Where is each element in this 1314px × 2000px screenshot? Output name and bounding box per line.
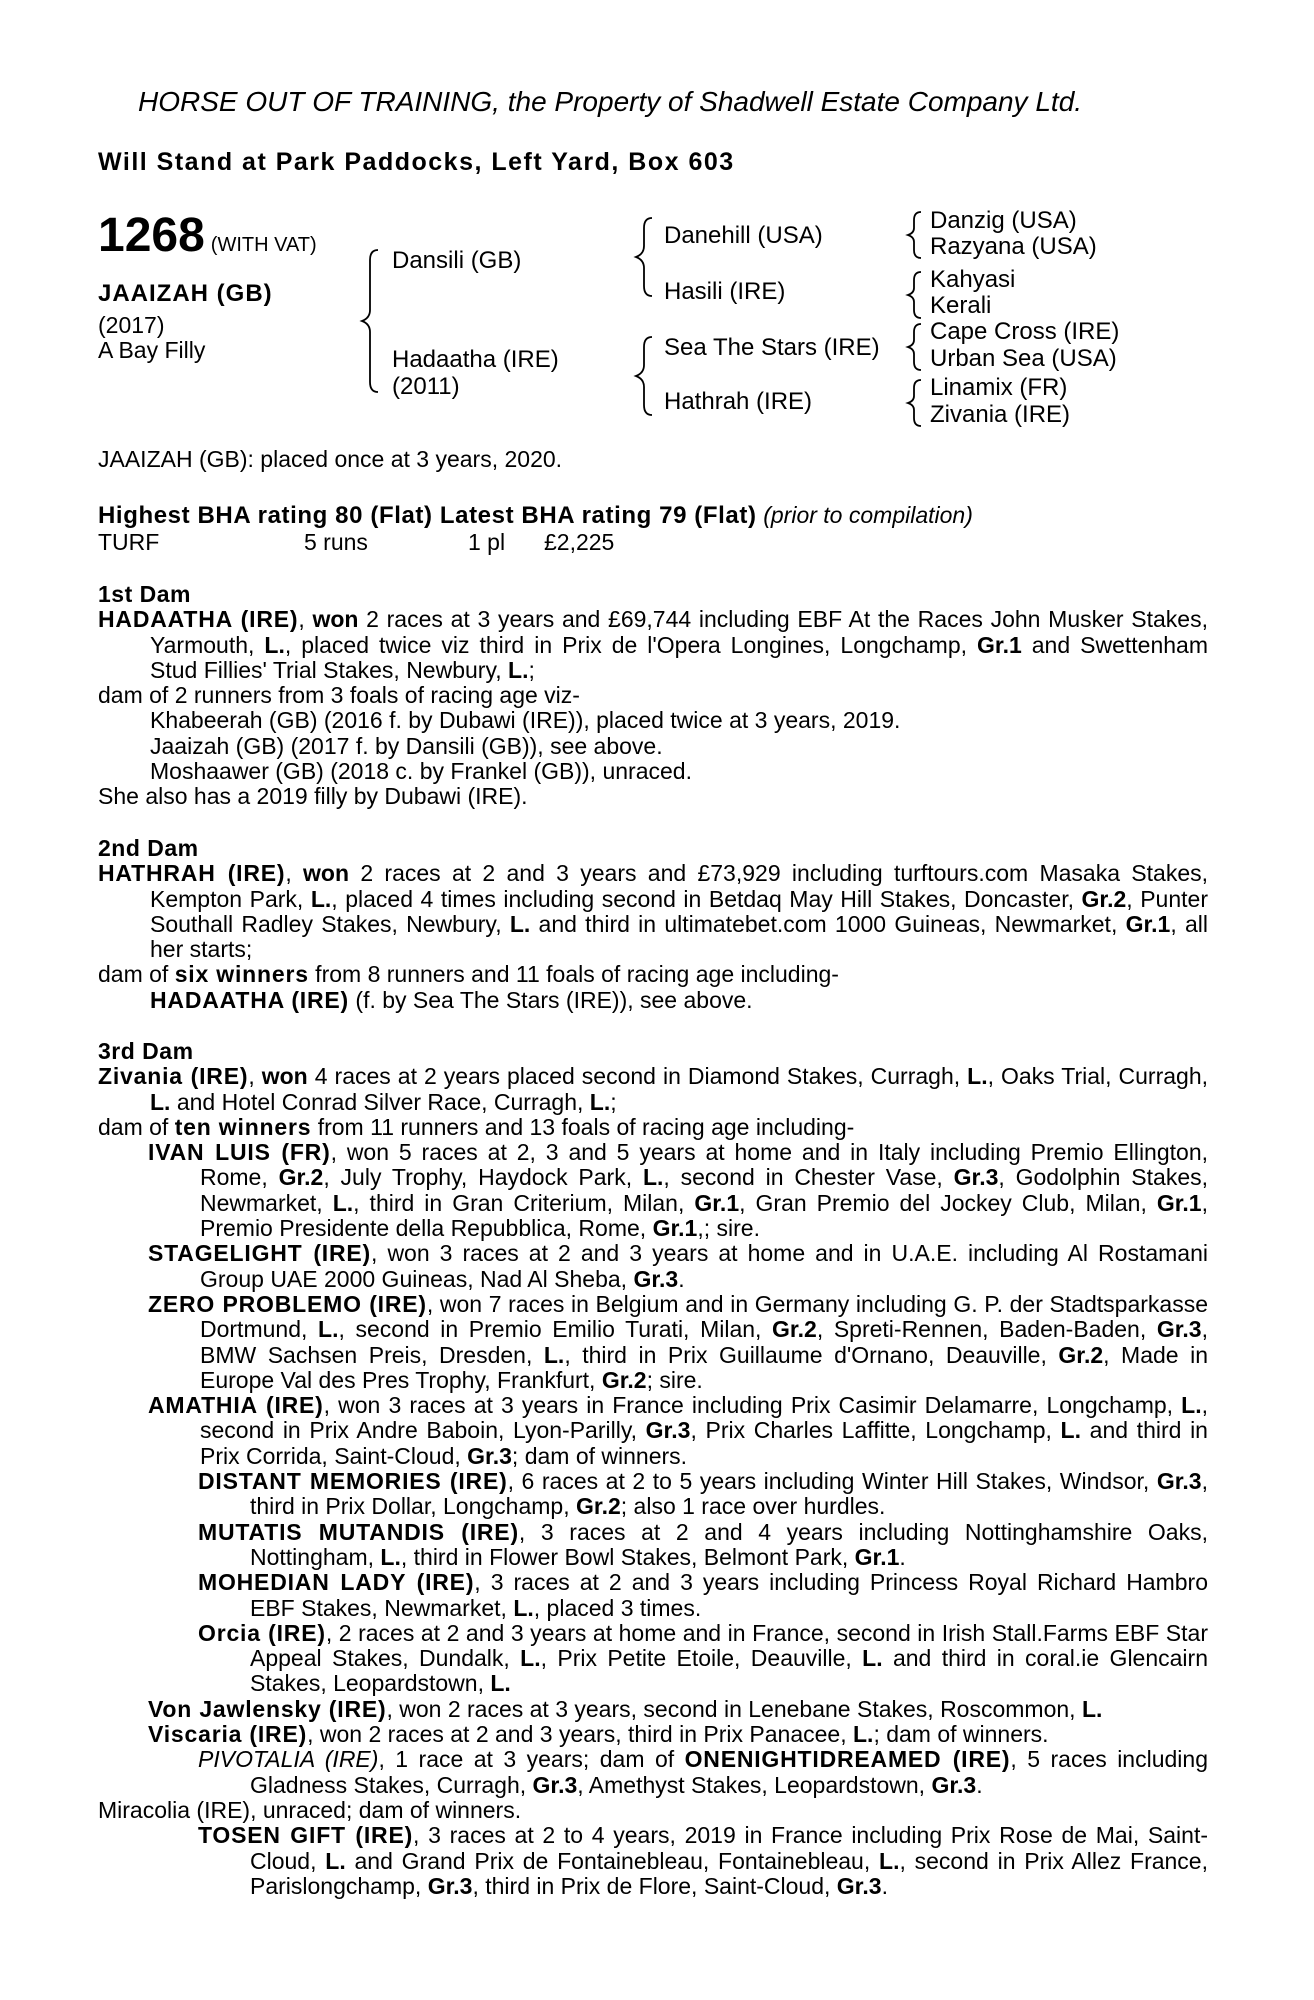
brace-sire-line	[636, 218, 652, 296]
pedigree-braces	[0, 0, 1314, 440]
pedigree-sire-sire: Danehill (USA)	[664, 222, 823, 249]
pedigree-g2: Razyana (USA)	[930, 233, 1097, 260]
first-dam-produce-intro: dam of 2 runners from 3 foals of racing age viz-	[98, 682, 580, 709]
rating-note: (prior to compilation)	[763, 502, 973, 528]
pedigree-g3: Kahyasi	[930, 266, 1016, 293]
third-dam-heading: 3rd Dam	[98, 1038, 194, 1064]
third-dam-record: Zivania (IRE), won 4 races at 2 years placed second in Diamond Stakes, Curragh, L., Oaks Trial, Curragh, L. and Hotel Conrad Silver Race, Curragh, L.;	[98, 1063, 1209, 1115]
turf-placed: 1 pl	[468, 529, 506, 555]
produce-item: MOHEDIAN LADY (IRE), 3 races at 2 and 3 years including Princess Royal Richard Hambro EBF Stakes, Newmarket, L., placed 3 times.	[198, 1569, 1209, 1621]
race-summary: JAAIZAH (GB): placed once at 3 years, 2020.	[98, 446, 563, 472]
third-dam-produce-intro: dam of ten winners from 11 runners and 13 foals of racing age including-	[98, 1113, 855, 1140]
stabling-location: Will Stand at Park Paddocks, Left Yard, Box 603	[98, 148, 735, 176]
pedigree-dam-year: (2011)	[392, 373, 460, 400]
produce-item: Von Jawlensky (IRE), won 2 races at 3 years, second in Lenebane Stakes, Roscommon, L.	[148, 1695, 1103, 1722]
horse-year: (2017)	[98, 312, 165, 338]
produce-item: DISTANT MEMORIES (IRE), 6 races at 2 to 5 years including Winter Hill Stakes, Windsor, Gr.3, third in Prix Dollar, Longchamp, Gr.2; also 1 race over hurdles.	[198, 1468, 1208, 1520]
produce-item: STAGELIGHT (IRE), won 3 races at 2 and 3 years at home and in U.A.E. including Al Rostamani Group UAE 2000 Guineas, Nad Al Sheba, Gr.3.	[148, 1240, 1208, 1292]
third-dam-name: Zivania (IRE)	[98, 1063, 249, 1090]
bha-rating	[98, 502, 973, 530]
produce-item: IVAN LUIS (FR), won 5 races at 2, 3 and 5 years at home and in Italy including Premio Ellington, Rome, Gr.2, July Trophy, Haydock Park, L., second in Chester Vase, Gr.3, Godolphin Stakes, Newmarket, L., third in Gran Criterium, Milan, Gr.1, Gran Premio del Jockey Club, Milan, Gr.1, Premio Presidente della Repubblica, Rome, Gr.1,; sire.	[148, 1139, 1208, 1242]
pedigree-g4: Kerali	[930, 292, 992, 319]
second-dam-record: HATHRAH (IRE), won 2 races at 2 and 3 years and £73,929 including turftours.com Masaka Stakes, Kempton Park, L., placed 4 times including second in Betdaq May Hill Stakes, Doncaster, Gr.2, Punter Southall Radley Stakes, Newbury, L. and third in ultimatebet.com 1000 Guineas, Newmarket, Gr.1, all her starts;	[98, 860, 1209, 963]
produce-item: Orcia (IRE), 2 races at 2 and 3 years at home and in France, second in Irish Stall.Farms EBF Star Appeal Stakes, Dundalk, L., Prix Petite Etoile, Deauville, L. and third in coral.ie Glencairn Stakes, Leopardstown, L.	[198, 1619, 1208, 1697]
produce-item: MUTATIS MUTANDIS (IRE), 3 races at 2 and 4 years including Nottinghamshire Oaks, Nottingham, L., third in Flower Bowl Stakes, Belmont Park, Gr.1.	[198, 1518, 1208, 1570]
produce-item: Moshaawer (GB) (2018 c. by Frankel (GB)), unraced.	[150, 758, 692, 785]
horse-description: A Bay Filly	[98, 337, 206, 363]
produce-item: HADAATHA (IRE) (f. by Sea The Stars (IRE)), see above.	[150, 986, 753, 1013]
produce-item: Miracolia (IRE), unraced; dam of winners.	[98, 1796, 522, 1823]
pedigree-g6: Urban Sea (USA)	[930, 345, 1117, 372]
pedigree-sire: Dansili (GB)	[392, 247, 522, 274]
brace-dam-line	[636, 337, 652, 415]
first-dam-name: HADAATHA (IRE)	[98, 606, 299, 633]
first-dam-heading: 1st Dam	[98, 581, 191, 607]
second-dam-heading: 2nd Dam	[98, 835, 199, 861]
turf-surface: TURF	[98, 529, 160, 555]
turf-earnings: £2,225	[544, 529, 615, 555]
second-dam-name: HATHRAH (IRE)	[98, 860, 286, 887]
pedigree-g1: Danzig (USA)	[930, 207, 1077, 234]
pedigree-dam-dam: Hathrah (IRE)	[664, 388, 813, 415]
pedigree-g7: Linamix (FR)	[930, 374, 1068, 401]
pedigree-g8: Zivania (IRE)	[930, 401, 1071, 428]
vat-note: (WITH VAT)	[210, 234, 317, 256]
produce-item: PIVOTALIA (IRE), 1 race at 3 years; dam of ONENIGHTIDREAMED (IRE), 5 races including Gladness Stakes, Curragh, Gr.3, Amethyst Stakes, Leopardstown, Gr.3.	[198, 1746, 1208, 1798]
pedigree-g5: Cape Cross (IRE)	[930, 318, 1120, 345]
produce-item: Khabeerah (GB) (2016 f. by Dubawi (IRE)), placed twice at 3 years, 2019.	[150, 707, 901, 734]
produce-item: ZERO PROBLEMO (IRE), won 7 races in Belgium and in Germany including G. P. der Stadtsparkasse Dortmund, L., second in Premio Emilio Turati, Milan, Gr.2, Spreti-Rennen, Baden-Baden, Gr.3, BMW Sachsen Preis, Dresden, L., third in Prix Guillaume d'Ornano, Deauville, Gr.2, Made in Europe Val des Pres Trophy, Frankfurt, Gr.2; sire.	[148, 1290, 1209, 1393]
produce-item: AMATHIA (IRE), won 3 races at 3 years in France including Prix Casimir Delamarre, Longchamp, L., second in Prix Andre Baboin, Lyon-Parilly, Gr.3, Prix Charles Laffitte, Longchamp, L. and third in Prix Corrida, Saint-Cloud, Gr.3; dam of winners.	[148, 1392, 1208, 1469]
first-dam-note: She also has a 2019 filly by Dubawi (IRE).	[98, 783, 528, 810]
second-dam-produce-intro: dam of six winners from 8 runners and 11 foals of racing age including-	[98, 961, 839, 988]
pedigree-sire-dam: Hasili (IRE)	[664, 278, 786, 305]
turf-runs: 5 runs	[304, 529, 368, 555]
second-dam-section	[98, 836, 1208, 1013]
rating-values: Highest BHA rating 80 (Flat) Latest BHA rating 79 (Flat)	[98, 502, 757, 529]
first-dam-record: HADAATHA (IRE), won 2 races at 3 years and £69,744 including EBF At the Races John Musker Stakes, Yarmouth, L., placed twice viz third in Prix de l'Opera Longines, Longchamp, Gr.1 and Swettenham Stud Fillies' Trial Stakes, Newbury, L.;	[98, 606, 1208, 683]
page-header-title: HORSE OUT OF TRAINING, the Property of Shadwell Estate Company Ltd.	[138, 86, 1083, 117]
horse-name: JAAIZAH (GB)	[98, 280, 273, 307]
pedigree-dam-sire: Sea The Stars (IRE)	[664, 334, 880, 361]
produce-item: TOSEN GIFT (IRE), 3 races at 2 to 4 years, 2019 in France including Prix Rose de Mai, Saint-Cloud, L. and Grand Prix de Fontainebleau, Fontainebleau, L., second in Prix Allez France, Parislongchamp, Gr.3, third in Prix de Flore, Saint-Cloud, Gr.3.	[198, 1822, 1208, 1899]
produce-item: Viscaria (IRE), won 2 races at 2 and 3 years, third in Prix Panacee, L.; dam of winners.	[148, 1721, 1049, 1748]
third-dam-section	[98, 1039, 1208, 1899]
lot-number: 1268	[98, 209, 205, 262]
brace-sire-dam	[362, 250, 378, 392]
pedigree-dam: Hadaatha (IRE)	[392, 346, 559, 373]
produce-item: Jaaizah (GB) (2017 f. by Dansili (GB)), see above.	[150, 732, 663, 759]
first-dam-section	[98, 582, 1208, 810]
